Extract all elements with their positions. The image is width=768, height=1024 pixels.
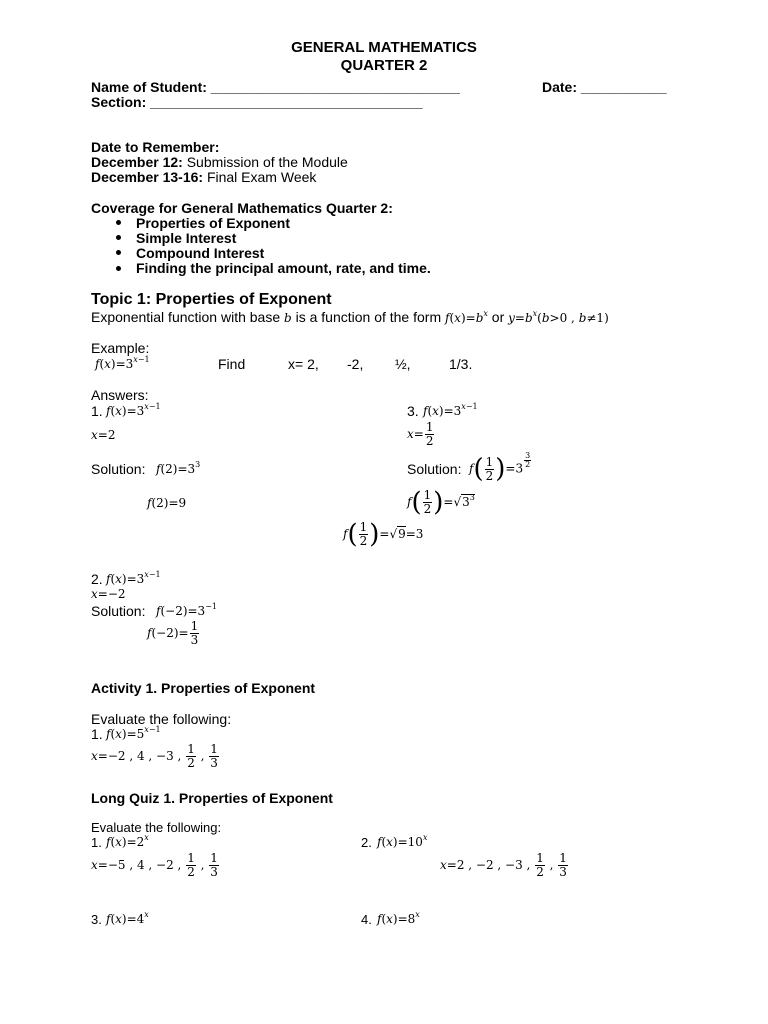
date-item-label: December 12:	[91, 154, 183, 170]
answer-number: 2.	[91, 571, 103, 587]
formula: $f(-2)=3^{-1}$	[156, 602, 217, 618]
dates-heading: Date to Remember:	[91, 139, 220, 155]
date-item-label: December 13-16:	[91, 169, 204, 185]
find-value: ½,	[395, 356, 411, 372]
coverage-item: Properties of Exponent	[136, 215, 291, 231]
coverage-item: Simple Interest	[136, 230, 237, 246]
quiz-title: Long Quiz 1. Properties of Exponent	[91, 790, 333, 806]
find-value: 1/3.	[449, 356, 473, 372]
solution-label: Solution:	[91, 461, 146, 477]
solution-label: Solution:	[91, 603, 146, 619]
definition-text: or	[491, 309, 505, 325]
name-label: Name of Student:	[91, 79, 207, 95]
answer-number: 3.	[407, 403, 419, 419]
formula: x= $\frac{1}{2}$	[407, 420, 434, 448]
date-field[interactable]	[542, 79, 667, 95]
formula: x=2	[91, 428, 116, 442]
section-line: ___________________________________	[150, 94, 423, 110]
bullet-icon	[116, 235, 121, 240]
formula: f(2)=9	[147, 496, 187, 510]
date-item-text: Final Exam Week	[203, 169, 317, 185]
formula: $f(x)=4^x$	[106, 910, 149, 926]
formula: x=−5 , 4 , −2 , $\frac{1}{2}$ , $\frac{1}{3}$	[91, 851, 218, 879]
definition-base: b	[284, 311, 292, 325]
item-number: 1.	[91, 726, 103, 742]
formula: f( $\frac{1}{2}$ )$=√3^3$	[407, 487, 475, 518]
formula: $f(x)=10^x$	[377, 833, 428, 849]
formula: f( $\frac{1}{2}$ )=3 $^{\frac{3}{2}}$	[469, 451, 531, 484]
formula: $f(x)=8^x$	[377, 910, 420, 926]
date-item	[91, 169, 316, 185]
bullet-icon	[116, 220, 121, 225]
formula: $f(2)=3^3$	[156, 460, 201, 476]
formula: $f(x)=5^{x-1}$	[106, 725, 161, 741]
page-subtitle: QUARTER 2	[340, 57, 428, 74]
definition	[91, 309, 609, 326]
formula: $f(x)=2^x$	[106, 833, 149, 849]
formula: $f(x)=3^{x-1}$	[106, 570, 161, 586]
item-number: 4.	[361, 912, 372, 927]
topic-title: Topic 1: Properties of Exponent	[91, 291, 332, 308]
formula: $f(x)=3^{x-1}$	[95, 355, 150, 371]
definition-text: Exponential function with base	[91, 309, 281, 325]
find-value: x= 2,	[288, 356, 319, 372]
example-label: Example:	[91, 340, 150, 356]
answers-label: Answers:	[91, 387, 149, 403]
date-label: Date:	[542, 79, 578, 95]
date-item	[91, 154, 348, 170]
solution-label: Solution:	[407, 461, 462, 477]
formula: x=−2	[91, 587, 126, 601]
definition-text: is a function of the form	[295, 309, 442, 325]
formula: $f(x)=3^{x-1}$	[106, 402, 161, 418]
name-line: ________________________________	[210, 79, 460, 95]
section-field[interactable]	[91, 94, 423, 110]
section-label: Section:	[91, 94, 147, 110]
student-name-field[interactable]	[91, 79, 460, 95]
formula: x=2 , −2 , −3 , $\frac{1}{2}$ , $\frac{1}{3}$	[440, 851, 567, 879]
date-item-text: Submission of the Module	[182, 154, 348, 170]
bullet-icon	[116, 266, 121, 271]
formula: $f(x)=3^{x-1}$	[423, 402, 478, 418]
formula: $y=b^x(b>0$ , b≠1)	[508, 309, 609, 325]
coverage-heading: Coverage for General Mathematics Quarter 2:	[91, 200, 393, 216]
page-title: GENERAL MATHEMATICS	[291, 39, 477, 56]
formula: x=−2 , 4 , −3 , $\frac{1}{2}$ , $\frac{1}{3}$	[91, 742, 218, 770]
item-number: 1.	[91, 835, 102, 850]
quiz-instruction: Evaluate the following:	[91, 820, 222, 835]
find-label: Find	[218, 356, 246, 372]
find-value: -2,	[347, 356, 364, 372]
coverage-item: Compound Interest	[136, 245, 265, 261]
activity-instruction: Evaluate the following:	[91, 711, 232, 727]
item-number: 2.	[361, 835, 372, 850]
item-number: 3.	[91, 912, 102, 927]
date-line: ___________	[580, 79, 667, 95]
formula: f( $\frac{1}{2}$ )=√9=3	[343, 519, 424, 550]
bullet-icon	[116, 250, 121, 255]
formula: $f(x)=b^x$	[445, 309, 488, 325]
answer-number: 1.	[91, 403, 103, 419]
formula: f(−2)= $\frac{1}{3}$	[147, 619, 199, 647]
coverage-item: Finding the principal amount, rate, and time.	[136, 260, 431, 276]
activity-title: Activity 1. Properties of Exponent	[91, 680, 316, 696]
